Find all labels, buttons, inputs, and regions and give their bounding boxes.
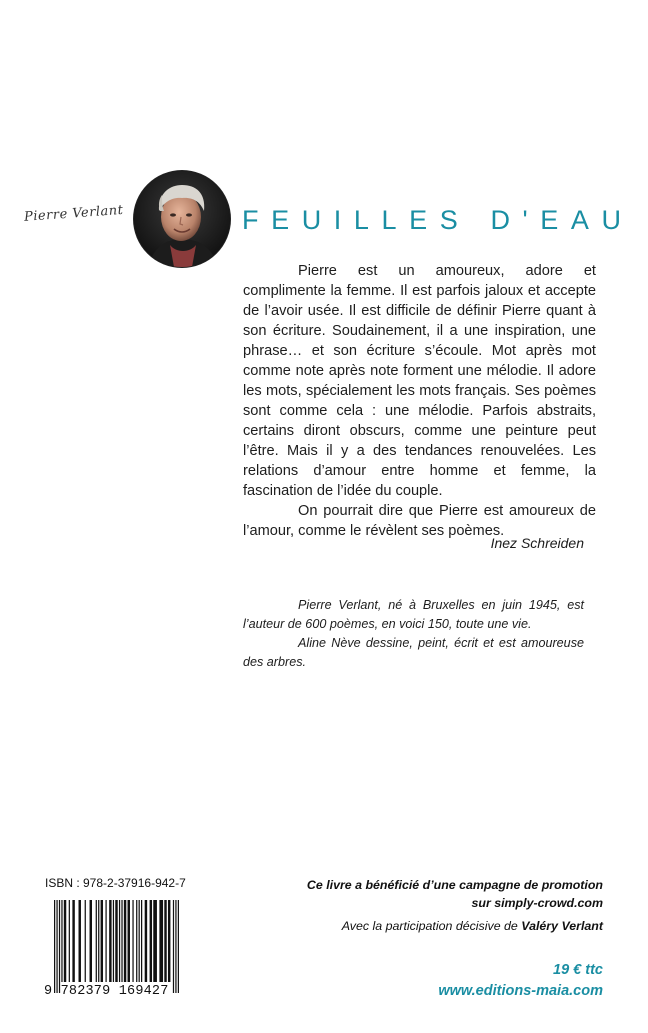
barcode-bar xyxy=(105,900,106,982)
barcode xyxy=(54,900,179,993)
barcode-bar xyxy=(168,900,170,982)
price: 19 € ttc xyxy=(553,962,603,978)
barcode-bar xyxy=(54,900,55,993)
barcode-bar xyxy=(109,900,111,982)
barcode-bar xyxy=(145,900,147,982)
barcode-digits: 9 782379 169427 xyxy=(44,984,169,999)
barcode-bar xyxy=(175,900,176,993)
publisher-website[interactable]: www.editions-maia.com xyxy=(438,983,603,999)
barcode-bar xyxy=(132,900,133,982)
barcode-bar xyxy=(79,900,81,982)
promotion-note xyxy=(307,876,603,912)
barcode-bar xyxy=(178,900,179,993)
barcode-bar xyxy=(90,900,92,982)
barcode-bar xyxy=(159,900,163,982)
barcode-bar xyxy=(124,900,126,982)
participation-name: Valéry Verlant xyxy=(521,919,603,933)
barcode-bar xyxy=(64,900,66,982)
barcode-bar xyxy=(69,900,70,982)
author-signature: Pierre Verlant xyxy=(23,202,124,225)
barcode-bar xyxy=(128,900,130,982)
author-bio xyxy=(243,596,584,672)
blurb-author: Inez Schreiden xyxy=(490,535,584,551)
barcode-bar xyxy=(98,900,99,982)
barcode-bar xyxy=(72,900,74,982)
isbn-label: ISBN : 978-2-37916-942-7 xyxy=(45,876,186,890)
barcode-bar xyxy=(119,900,120,982)
barcode-bar xyxy=(150,900,152,982)
book-title: FEUILLES D'EAU xyxy=(242,205,634,235)
promotion-line: sur simply-crowd.com xyxy=(471,896,603,910)
bio-paragraph: Pierre Verlant, né à Bruxelles en juin 1945, est l’auteur de 600 poèmes, en voici 150, toute une vie. xyxy=(243,598,584,631)
barcode-bar xyxy=(115,900,117,982)
blurb-paragraph: On pourrait dire que Pierre est amoureux de l’amour, comme le révèlent ses poèmes. xyxy=(243,503,596,539)
participation-note xyxy=(342,919,603,933)
back-cover-blurb xyxy=(243,261,596,541)
participation-prefix: Avec la participation décisive de xyxy=(341,919,522,933)
barcode-bar xyxy=(61,900,62,982)
barcode-bar xyxy=(113,900,114,982)
barcode-bar xyxy=(136,900,137,982)
barcode-bar xyxy=(141,900,142,982)
barcode-bar xyxy=(59,900,60,993)
bio-paragraph: Aline Nève dessine, peint, écrit et est amoureuse des arbres. xyxy=(243,636,584,669)
barcode-bar xyxy=(139,900,140,982)
barcode-bar xyxy=(153,900,157,982)
barcode-bar xyxy=(164,900,166,982)
portrait-image xyxy=(134,171,230,267)
barcode-bar xyxy=(96,900,97,982)
barcode-bar xyxy=(173,900,174,993)
barcode-bar xyxy=(56,900,57,993)
author-portrait xyxy=(134,171,230,267)
barcode-bar xyxy=(101,900,103,982)
promotion-line: Ce livre a bénéficié d’une campagne de promotion xyxy=(306,878,603,892)
blurb-paragraph: Pierre est un amoureux, adore et complimente la femme. Il est parfois jaloux et accepte de l’avoir usée. Il est difficile de définir Pierre quant à son écriture. Soudainement, il a une inspiration, une phrase… et son écriture s’écoule. Mot après mot comme note après note forment une mélodie. Il adore les mots, spécialement les mots français. Ses poèmes sont comme cela : une mélodie. Parfois abstraits, certains diront obscurs, comme une peinture peut l’être. Mais il y a des tendances renouvelées. Les relations d’amour entre homme et femme, la fascination de l’idée du couple. xyxy=(243,263,596,499)
barcode-bar xyxy=(85,900,86,982)
barcode-bar xyxy=(121,900,122,982)
